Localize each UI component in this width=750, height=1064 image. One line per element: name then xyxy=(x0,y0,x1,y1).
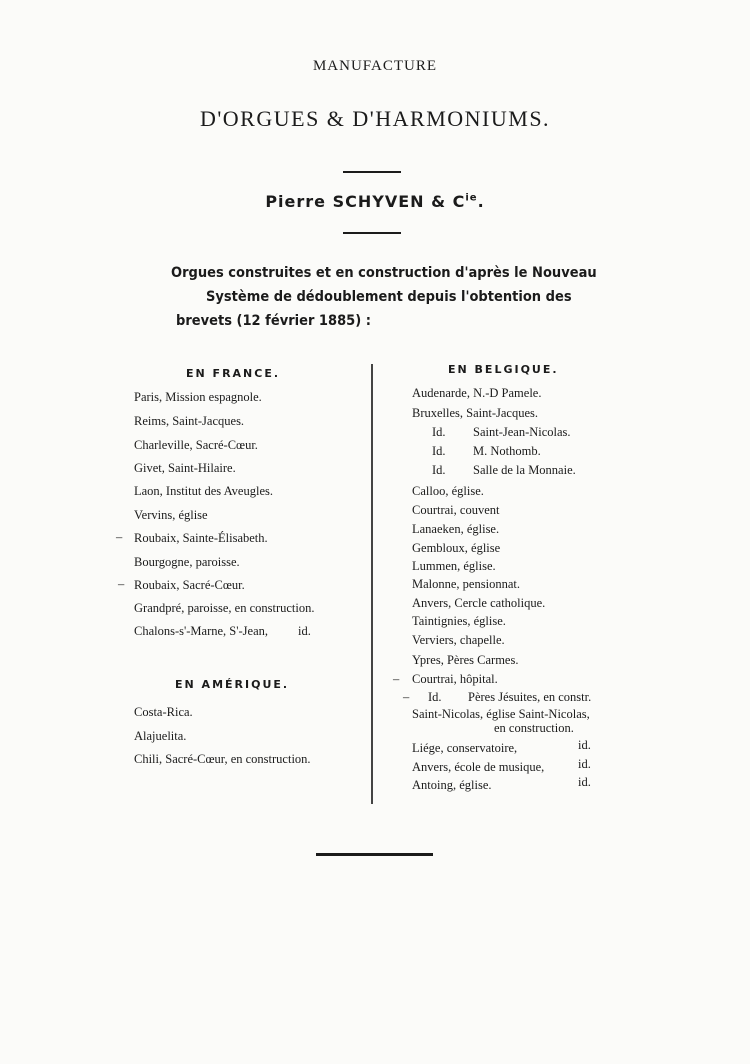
id-mark: id. xyxy=(578,757,591,771)
id-mark: Id. xyxy=(432,425,446,439)
divider-rule xyxy=(343,171,401,173)
list-item: Paris, Mission espagnole. xyxy=(134,390,262,404)
id-mark: id. xyxy=(298,624,311,638)
dash-mark: – xyxy=(393,672,400,686)
intro-line-1: Orgues construites et en construction d'après le Nouveau xyxy=(171,265,597,281)
document-title: D'ORGUES & D'HARMONIUMS. xyxy=(199,106,551,131)
intro-line-2: Système de dédoublement depuis l'obtention des xyxy=(206,289,572,305)
list-item: Saint-Nicolas, église Saint-Nicolas, xyxy=(412,707,590,721)
dash-mark: – xyxy=(118,577,125,591)
list-item: Bourgogne, paroisse. xyxy=(134,555,240,569)
section-heading-belgique: EN BELGIQUE. xyxy=(448,363,559,376)
list-item: Salle de la Monnaie. xyxy=(473,463,576,477)
list-item: Gembloux, église xyxy=(412,541,501,555)
list-item: Malonne, pensionnat. xyxy=(412,577,520,591)
list-item: Grandpré, paroisse, en construction. xyxy=(134,601,315,615)
list-item: Liége, conservatoire, xyxy=(412,741,518,755)
list-item: Courtrai, hôpital. xyxy=(412,672,498,686)
list-item: Calloo, église. xyxy=(412,484,484,498)
section-heading-amerique: EN AMÉRIQUE. xyxy=(175,678,290,691)
id-mark: id. xyxy=(578,738,591,752)
list-item: Roubaix, Sainte-Élisabeth. xyxy=(134,531,268,545)
intro-line-3: brevets (12 février 1885) : xyxy=(176,313,371,329)
manufacture-heading: MANUFACTURE xyxy=(312,58,438,74)
list-item: Costa-Rica. xyxy=(134,705,193,719)
dash-mark: – xyxy=(403,690,410,704)
list-item: Givet, Saint-Hilaire. xyxy=(134,461,236,475)
list-item: Alajuelita. xyxy=(134,729,187,743)
list-item: Taintignies, église. xyxy=(412,614,506,628)
list-item: Chili, Sacré-Cœur, en construction. xyxy=(134,752,311,766)
list-item: Chalons-s'-Marne, S'-Jean, xyxy=(134,624,268,638)
list-item: Laon, Institut des Aveugles. xyxy=(134,484,273,498)
list-item: Lummen, église. xyxy=(412,559,496,573)
list-item: Roubaix, Sacré-Cœur. xyxy=(134,578,245,592)
list-item: Audenarde, N.-D Pamele. xyxy=(412,386,542,400)
id-mark: id. xyxy=(578,775,591,789)
list-item: Bruxelles, Saint-Jacques. xyxy=(412,406,539,420)
list-item: Lanaeken, église. xyxy=(412,522,500,536)
id-mark: Id. xyxy=(432,463,446,477)
dash-mark: – xyxy=(116,530,123,544)
bottom-rule xyxy=(316,853,433,856)
id-mark: Id. xyxy=(428,690,442,704)
list-item: Courtrai, couvent xyxy=(412,503,500,517)
list-item: Saint-Jean-Nicolas. xyxy=(473,425,571,439)
section-heading-france: EN FRANCE. xyxy=(186,367,281,380)
column-divider xyxy=(371,364,373,804)
list-item: Antoing, église. xyxy=(412,778,492,792)
list-item: M. Nothomb. xyxy=(473,444,541,458)
list-item: Verviers, chapelle. xyxy=(412,633,505,647)
company-name: Pierre SCHYVEN & $C^{ie}$. xyxy=(265,192,485,211)
list-item-continuation: en construction. xyxy=(494,721,574,735)
list-item: Reims, Saint-Jacques. xyxy=(134,414,245,428)
list-item: Pères Jésuites, en constr. xyxy=(468,690,592,704)
list-item: Ypres, Pères Carmes. xyxy=(412,653,519,667)
list-item: Charleville, Sacré-Cœur. xyxy=(134,438,258,452)
id-mark: Id. xyxy=(432,444,446,458)
list-item: Vervins, église xyxy=(134,508,208,522)
list-item: Anvers, école de musique, xyxy=(412,760,545,774)
divider-rule xyxy=(343,232,401,234)
list-item: Anvers, Cercle catholique. xyxy=(412,596,546,610)
